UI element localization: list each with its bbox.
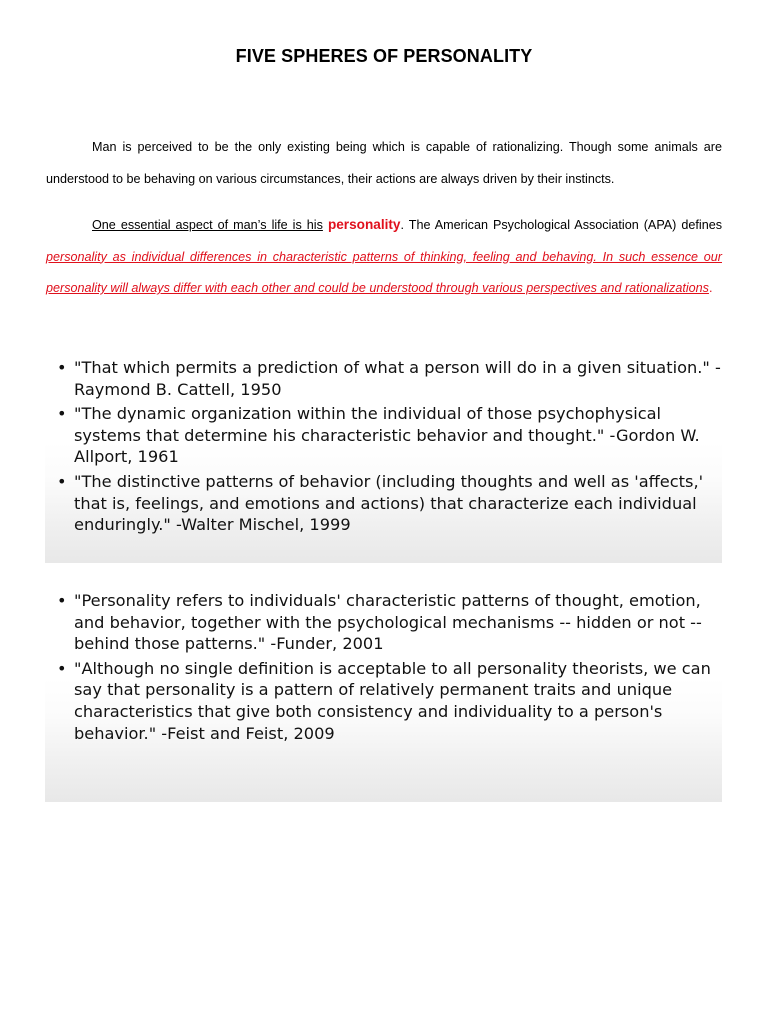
- quote-box-definitions-2: [45, 580, 722, 802]
- apa-text: . The American Psychological Association (APA) defines: [400, 218, 723, 232]
- document-title: FIVE SPHERES OF PERSONALITY: [235, 46, 533, 66]
- keyword-personality: personality: [327, 217, 401, 232]
- quote-box-definitions-1: [45, 347, 722, 563]
- quote-item-funder: [45, 590, 722, 655]
- intro-paragraph-text: Man is perceived to be the only existing being which is capable of rationalizing. Though some animals are understood to be behaving on various circumstances, their actions are always driven by their instincts.: [46, 140, 722, 186]
- quote-item-feist: [45, 658, 722, 744]
- apa-definition-paragraph: [46, 209, 722, 305]
- quote-item-allport: [45, 403, 722, 468]
- intro-paragraph: [46, 132, 722, 195]
- quote-item-mischel: [45, 471, 722, 536]
- definition-end-period: .: [708, 281, 713, 295]
- underlined-intro-text: One essential aspect of man’s life is his: [92, 218, 323, 232]
- quote-text: "Personality refers to individuals' characteristic patterns of thought, emotion, and behavior, together with the psychological mechanisms -- hidden or not -- behind those patterns." -Funder, 2001: [74, 591, 702, 654]
- personality-definition: personality as individual differences in characteristic patterns of thinking, feeling and behaving. In such essence our personality will always differ with each other and could be understood through various perspectives and rationalizations: [46, 249, 722, 295]
- bullet-icon: •: [57, 358, 67, 377]
- quote-text: "The distinctive patterns of behavior (including thoughts and well as 'affects,' that is, feelings, and emotions and actions) that characterize each individual enduringly." -Walter Mischel, 1999: [74, 471, 704, 535]
- quote-item-cattell: [45, 357, 722, 400]
- quote-text: "That which permits a prediction of what a person will do in a given situation." -Raymond B. Cattell, 1950: [74, 358, 721, 399]
- quote-text: "The dynamic organization within the individual of those psychophysical systems that determine his characteristic behavior and thought." -Gordon W. Allport, 1961: [74, 404, 700, 467]
- quote-text: "Although no single definition is acceptable to all personality theorists, we can say that personality is a pattern of relatively permanent traits and unique characteristics that give both consistency and individuality to a person's behavior." -Feist and Feist, 2009: [74, 658, 711, 743]
- bullet-icon: •: [57, 404, 67, 424]
- bullet-icon: •: [57, 471, 67, 491]
- quote-list: [45, 580, 722, 744]
- bullet-icon: •: [57, 658, 67, 678]
- bullet-icon: •: [57, 591, 67, 610]
- quote-list: [45, 347, 722, 536]
